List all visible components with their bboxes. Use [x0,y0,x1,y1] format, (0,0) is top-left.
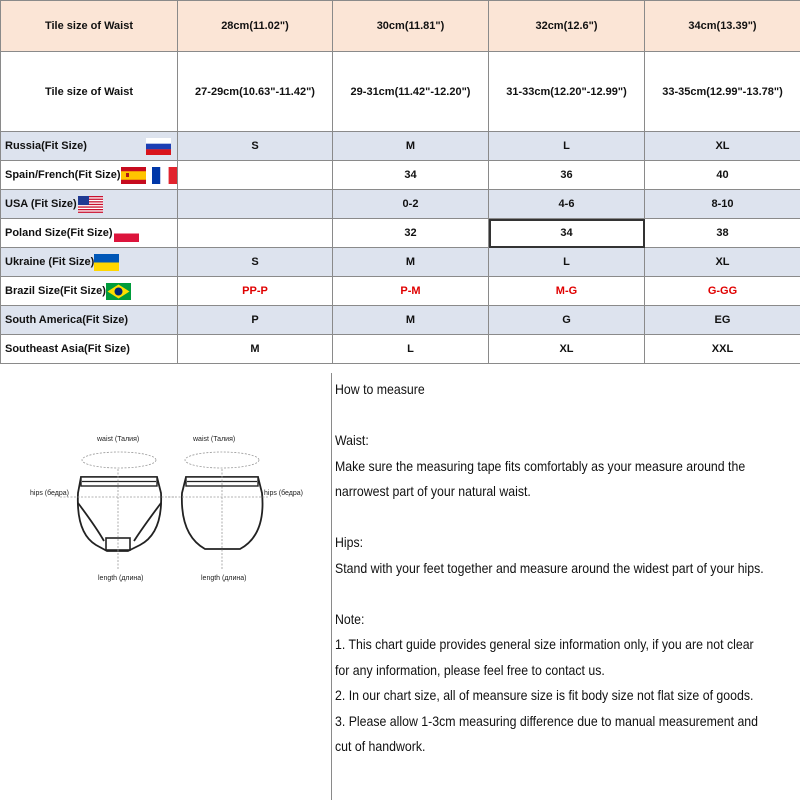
table-cell: 36 [489,161,645,190]
length-caption-right: length (длина) [201,575,247,582]
table-cell: XL [489,335,645,364]
note-line: cut of handwork. [335,734,798,760]
table-cell: 34 [333,161,489,190]
france-flag-icon [152,167,177,184]
measure-section [0,373,800,800]
table-cell: M [333,248,489,277]
row-label-ukraine [1,248,178,277]
row-label-text: Poland Size(Fit Size) [5,227,113,239]
table-row [1,132,800,161]
measurement-illustration [0,373,331,800]
poland-flag-icon [114,225,139,242]
table-cell: 4-6 [489,190,645,219]
row-label-russia [1,132,178,161]
table-row [1,161,800,190]
table-row [1,190,800,219]
note-line: for any information, please feel free to contact us. [335,658,798,684]
size-chart-table [0,0,800,364]
table-row [1,248,800,277]
hips-heading: Hips: [335,530,798,556]
note-line: 2. In our chart size, all of meansure size is fit body size not flat size of goods. [335,683,798,709]
header-size-30: 30cm(11.81") [333,1,489,52]
table-cell-selected[interactable]: 34 [489,219,645,248]
row-label-south-america [1,306,178,335]
table-cell: M [178,335,333,364]
length-caption-left: length (длина) [98,575,144,582]
table-cell: L [489,248,645,277]
section-divider [331,373,332,800]
header-label-range: Tile size of Waist [1,52,178,132]
table-cell: M [333,306,489,335]
ukraine-flag-icon [94,254,119,271]
table-cell: L [489,132,645,161]
usa-flag-icon [78,196,103,213]
header-range-34: 33-35cm(12.99"-13.78") [645,52,800,132]
hips-caption-right: hips (бедра) [264,490,303,497]
table-cell: 32 [333,219,489,248]
waist-heading: Waist: [335,428,798,454]
table-cell: XL [645,132,800,161]
table-cell: S [178,248,333,277]
header-row-range [1,52,800,132]
header-size-28: 28cm(11.02") [178,1,333,52]
header-range-28: 27-29cm(10.63"-11.42") [178,52,333,132]
table-cell [178,161,333,190]
underwear-diagram-icon [0,373,331,800]
table-cell: 0-2 [333,190,489,219]
row-label-brazil [1,277,178,306]
row-label-spain-french [1,161,178,190]
waist-caption-right: waist (Талия) [193,436,235,443]
header-range-30: 29-31cm(11.42"-12.20") [333,52,489,132]
russia-flag-icon [146,138,171,155]
table-cell [178,190,333,219]
waist-caption-left: waist (Талия) [97,436,139,443]
waist-text-line: Make sure the measuring tape fits comfortably as your measure around the [335,454,798,480]
table-cell: P [178,306,333,335]
note-line: 1. This chart guide provides general size information only, if you are not clear [335,632,798,658]
row-label-usa [1,190,178,219]
table-cell: M-G [489,277,645,306]
table-cell: XL [645,248,800,277]
row-label-text: South America(Fit Size) [5,314,128,326]
row-label-text: Ukraine (Fit Size) [5,256,94,268]
table-cell [178,219,333,248]
header-row-size [1,1,800,52]
header-size-34: 34cm(13.39") [645,1,800,52]
table-cell: M [333,132,489,161]
table-cell: 40 [645,161,800,190]
hips-caption-left: hips (бедра) [30,490,69,497]
table-cell: P-M [333,277,489,306]
table-cell: PP-P [178,277,333,306]
row-label-text: Brazil Size(Fit Size) [5,285,106,297]
row-label-text: Russia(Fit Size) [5,140,87,152]
row-label-poland [1,219,178,248]
note-heading: Note: [335,607,798,633]
header-size-32: 32cm(12.6") [489,1,645,52]
notes-title: How to measure [335,377,798,403]
note-line: 3. Please allow 1-3cm measuring difference due to manual measurement and [335,709,798,735]
row-label-text: Southeast Asia(Fit Size) [5,343,130,355]
table-row [1,219,800,248]
table-cell: G-GG [645,277,800,306]
waist-text-line: narrowest part of your natural waist. [335,479,798,505]
row-label-text: USA (Fit Size) [5,198,77,210]
hips-text-line: Stand with your feet together and measure around the widest part of your hips. [335,556,798,582]
table-cell: EG [645,306,800,335]
table-cell: G [489,306,645,335]
table-row [1,277,800,306]
table-row [1,335,800,364]
table-cell: XXL [645,335,800,364]
spain-flag-icon [121,167,146,184]
table-cell: L [333,335,489,364]
row-label-text: Spain/French(Fit Size) [5,169,121,181]
table-row [1,306,800,335]
measure-instructions [335,377,798,760]
header-range-32: 31-33cm(12.20"-12.99") [489,52,645,132]
table-cell: 8-10 [645,190,800,219]
header-label-size: Tile size of Waist [1,1,178,52]
row-label-southeast-asia [1,335,178,364]
brazil-flag-icon [106,283,131,300]
table-cell: S [178,132,333,161]
table-cell: 38 [645,219,800,248]
